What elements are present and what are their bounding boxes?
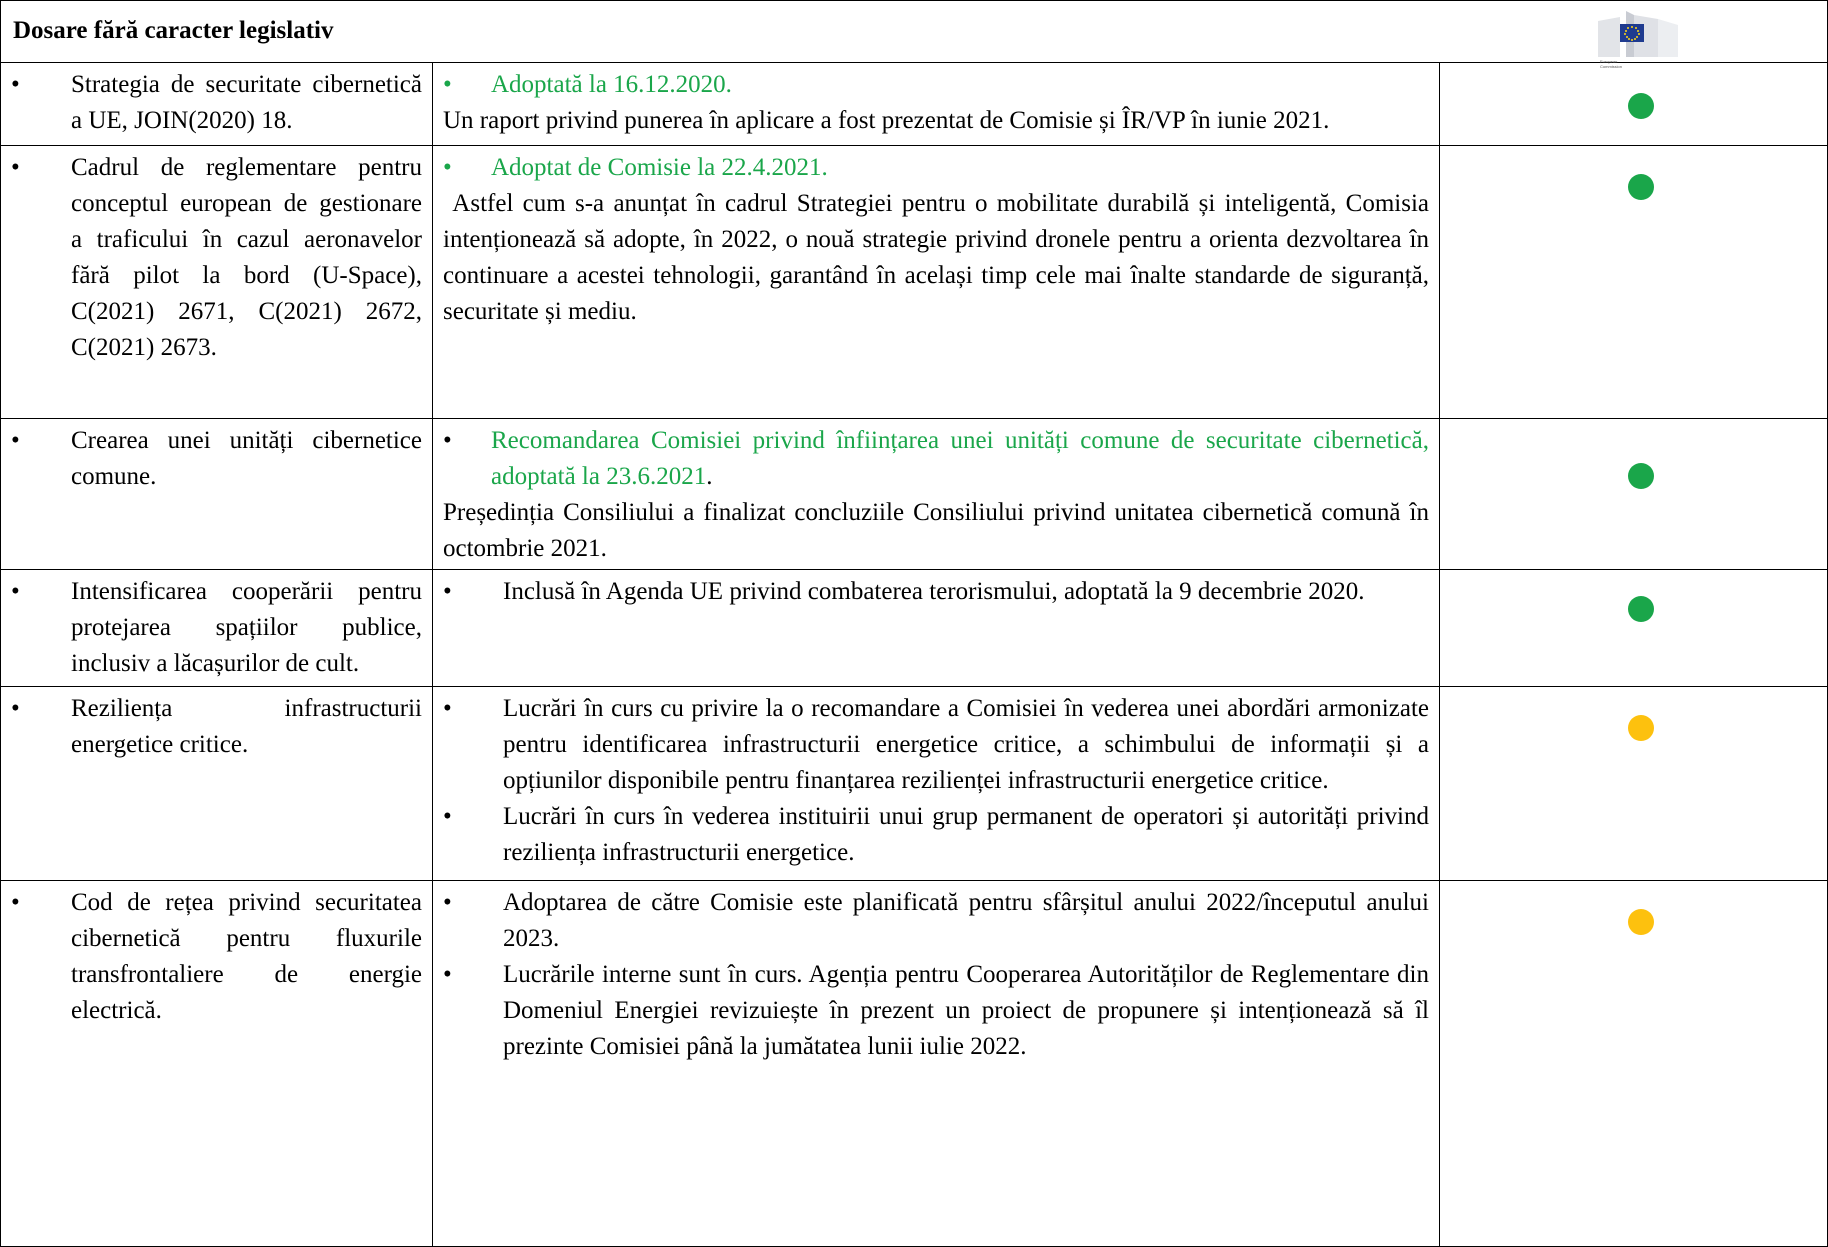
- status-summary-tail: .: [706, 463, 713, 490]
- table-row: [1, 146, 1828, 419]
- table-row: [1, 881, 1828, 1247]
- status-summary: Recomandarea Comisiei privind înființarea unei unități comune de securitate cibernetică, adoptată la 23.6.2021: [491, 427, 1429, 490]
- status-bullet: • Lucrări în curs cu privire la o recomandare a Comisiei în vederea unei abordări armonizate pentru identificarea infrastructurii energetice critice, a schimbului de informații și a opțiunilor disponibile pentru finanțarea rezilienței infrastructurii energetice critice.: [443, 691, 1429, 799]
- status-cell: [433, 419, 1440, 570]
- indicator-cell: [1440, 146, 1828, 419]
- table-row: [1, 570, 1828, 687]
- table-header-cell: [1, 1, 1828, 69]
- item-cell: [1, 419, 433, 570]
- status-cell: [433, 881, 1440, 1247]
- status-cell: [433, 146, 1440, 419]
- status-detail: Președinția Consiliului a finalizat concluziile Consiliului privind unitatea cibernetică comună în octombrie 2021.: [443, 499, 1429, 562]
- table-row: [1, 419, 1828, 570]
- amber-status-dot: [1628, 715, 1654, 741]
- item-text: • Cod de rețea privind securitatea cibernetică pentru fluxurile transfrontaliere de energie electrică.: [11, 885, 422, 1029]
- table-row: [1, 687, 1828, 881]
- status-summary: • Adoptată la 16.12.2020.: [443, 67, 1429, 103]
- item-text: • Strategia de securitate cibernetică a UE, JOIN(2020) 18.: [11, 67, 422, 139]
- status-detail: Astfel cum s-a anunțat în cadrul Strategiei pentru o mobilitate durabilă și inteligentă, Comisia intenționează să adopte, în 2022, o nouă strategie privind dronele pentru a orienta dezvoltarea în continuare a acestei tehnologii, garantând în același timp cele mai înalte standarde de siguranță, securitate și mediu.: [443, 190, 1436, 325]
- item-cell: [1, 570, 433, 687]
- indicator-cell: [1440, 881, 1828, 1247]
- item-text: • Intensificarea cooperării pentru protejarea spațiilor publice, inclusiv a lăcașurilor de cult.: [11, 574, 422, 682]
- status-cell: [433, 63, 1440, 146]
- item-cell: [1, 687, 433, 881]
- green-status-dot: [1628, 596, 1654, 622]
- item-text: • Crearea unei unități cibernetice comune.: [11, 423, 422, 495]
- status-cell: [433, 570, 1440, 687]
- european-commission-logo: [1598, 11, 1678, 69]
- table-row: [1, 63, 1828, 146]
- item-text: • Cadrul de reglementare pentru conceptul european de gestionare a traficului în cazul aeronavelor fără pilot la bord (U-Space), C(2021) 2671, C(2021) 2672, C(2021) 2673.: [11, 150, 422, 366]
- green-status-dot: [1628, 174, 1654, 200]
- table-title: Dosare fără caracter legislativ: [13, 17, 334, 44]
- table-header-row: [1, 1, 1828, 63]
- status-bullet: • Adoptarea de către Comisie este planificată pentru sfârșitul anului 2022/începutul anului 2023.: [443, 885, 1429, 957]
- status-bullet: • Inclusă în Agenda UE privind combaterea terorismului, adoptată la 9 decembrie 2020.: [443, 574, 1429, 610]
- status-detail: Un raport privind punerea în aplicare a fost prezentat de Comisie și ÎR/VP în iunie 2021.: [443, 107, 1330, 134]
- indicator-cell: [1440, 687, 1828, 881]
- status-summary: • Adoptat de Comisie la 22.4.2021.: [443, 150, 1429, 186]
- svg-text:European: European: [1600, 59, 1618, 64]
- item-cell: [1, 63, 433, 146]
- green-status-dot: [1628, 463, 1654, 489]
- status-bullet: • Lucrările interne sunt în curs. Agenția pentru Cooperarea Autorităților de Reglementare din Domeniul Energiei revizuiește în prezent un proiect de propunere și intenționează să îl prezinte Comisiei până la jumătatea lunii iulie 2022.: [443, 957, 1429, 1065]
- indicator-cell: [1440, 63, 1828, 146]
- status-cell: [433, 687, 1440, 881]
- amber-status-dot: [1628, 909, 1654, 935]
- indicator-cell: [1440, 570, 1828, 687]
- item-cell: [1, 881, 433, 1247]
- item-cell: [1, 146, 433, 419]
- item-text: • Reziliența infrastructurii energetice critice.: [11, 691, 422, 763]
- status-bullet: • Lucrări în curs în vederea instituirii unui grup permanent de operatori și autorități privind reziliența infrastructurii energetice.: [443, 799, 1429, 871]
- indicator-cell: [1440, 419, 1828, 570]
- svg-text:Commission: Commission: [1600, 64, 1623, 69]
- green-status-dot: [1628, 93, 1654, 119]
